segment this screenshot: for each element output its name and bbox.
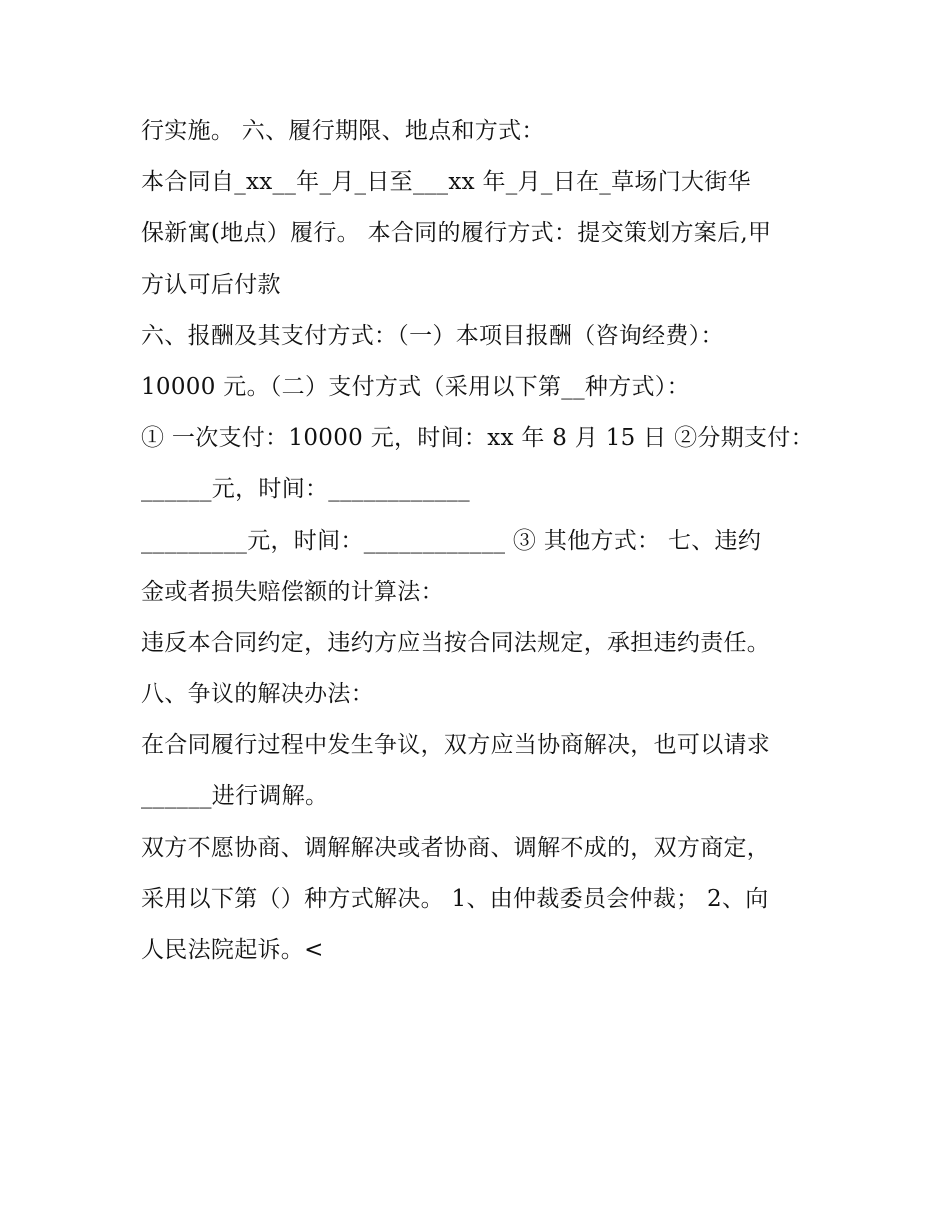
text-line: 在合同履行过程中发生争议，双方应当协商解决，也可以请求 (141, 732, 771, 759)
text-line: 10000 元。（二）支付方式（采用以下第__种方式）： (141, 373, 690, 400)
text-line: 违反本合同约定，违约方应当按合同法规定，承担违约责任。 (141, 629, 771, 656)
text-line: 保新寓(地点）履行。 本合同的履行方式：提交策划方案后,甲 (141, 220, 772, 247)
text-line: ① 一次支付：10000 元，时间：xx 年 8 月 15 日 ②分期支付： (141, 425, 814, 452)
contract-text (141, 106, 841, 976)
text-line: 采用以下第（）种方式解决。 1、由仲裁委员会仲裁； 2、向 (141, 885, 769, 912)
text-line: ______进行调解。 (141, 783, 329, 810)
text-line: ______元，时间：____________ (141, 476, 470, 503)
text-line: _________元，时间：____________ ③ 其他方式： 七、违约 (141, 527, 762, 554)
text-line: 八、争议的解决办法： (141, 681, 374, 708)
text-line: 方认可后付款 (141, 271, 281, 298)
text-line: 本合同自_xx__年_月_日至___xx 年_月_日在_草场门大街华 (141, 169, 751, 196)
text-line: 行实施。 六、履行期限、地点和方式： (141, 118, 545, 144)
text-line: 人民法院起诉。< (141, 937, 324, 963)
text-line: 双方不愿协商、调解解决或者协商、调解不成的，双方商定， (141, 834, 771, 861)
text-line: 金或者损失赔偿额的计算法： (141, 578, 444, 605)
text-line: 六、报酬及其支付方式：（一）本项目报酬（咨询经费）： (141, 322, 724, 349)
